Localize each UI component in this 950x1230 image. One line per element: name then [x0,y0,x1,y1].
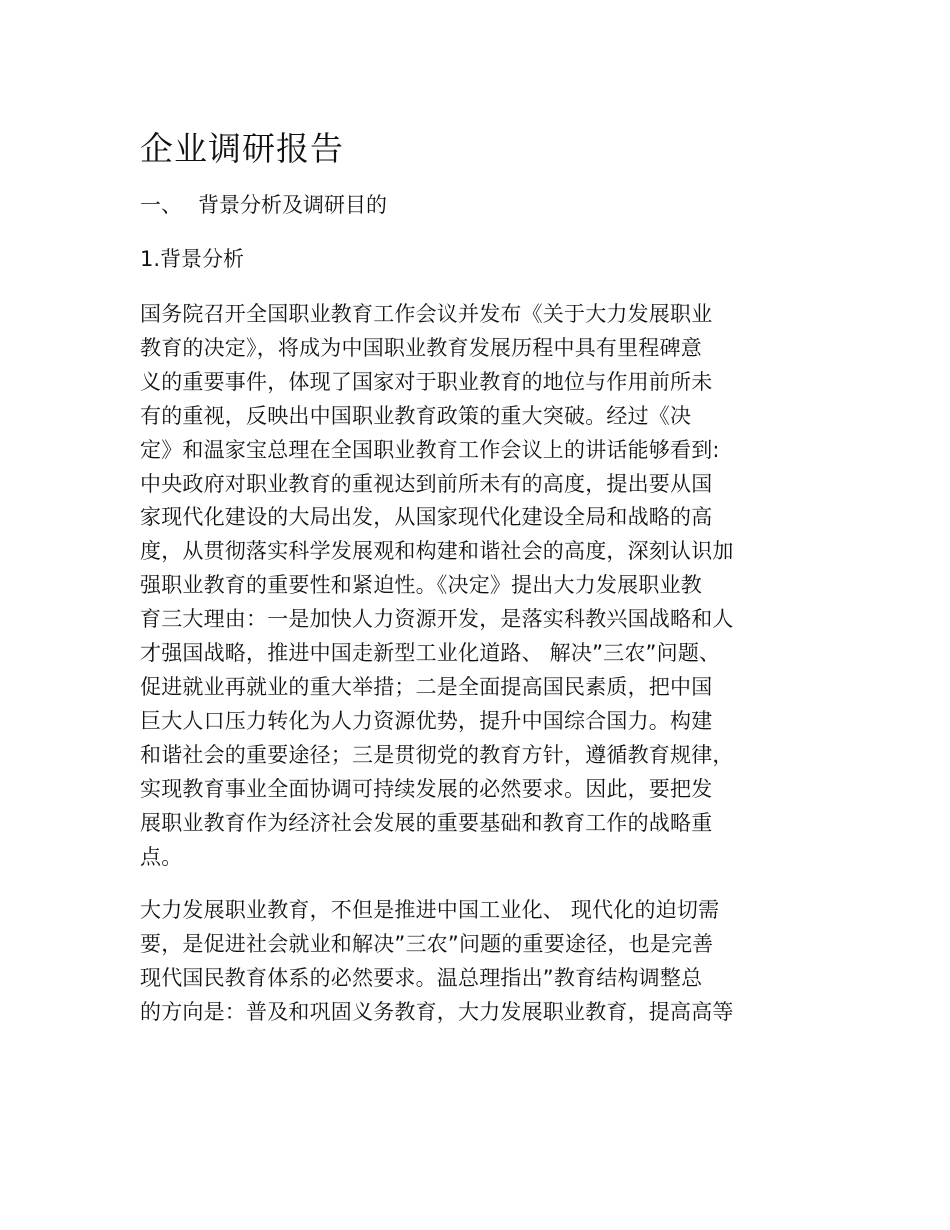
paragraph-line: 的方向是：普及和巩固义务教育，大力发展职业教育，提高高等 [140,1000,734,1025]
section-title: 背景分析及调研目的 [198,193,387,217]
paragraph-line: 强职业教育的重要性和紧迫性。《决定》提出大力发展职业教 [140,573,702,598]
paragraph-line: 有的重视，反映出中国职业教育政策的重大突破。经过《决 [140,403,692,428]
paragraph-line: 巨大人口压力转化为人力资源优势，提升中国综合国力。构建 [140,708,713,733]
paragraph-line: 义的重要事件，体现了国家对于职业教育的地位与作用前所未 [140,369,713,394]
section-heading [140,190,812,220]
paragraph-line: 育三大理由：一是加快人力资源开发，是落实科教兴国战略和人 [140,607,734,632]
paragraph-line: 现代国民教育体系的必然要求。温总理指出”教育结构调整总 [140,966,703,991]
paragraph-line: 促进就业再就业的重大举措；二是全面提高国民素质，把中国 [140,674,713,699]
paragraph-line: 国务院召开全国职业教育工作会议并发布《关于大力发展职业 [140,302,713,326]
paragraph-line: 要，是促进社会就业和解决”三农”问题的重要途径，也是完善 [140,932,714,957]
section-number: 一、 [140,193,182,217]
paragraph-line: 中央政府对职业教育的重视达到前所未有的高度，提出要从国 [140,471,713,496]
paragraph-line: 展职业教育作为经济社会发展的重要基础和教育工作的战略重 [140,810,713,835]
paragraph-line: 才强国战略，推进中国走新型工业化道路、 解决”三农”问题、 [140,641,721,666]
paragraph-line: 和谐社会的重要途径；三是贯彻党的教育方针，遵循教育规律， [140,742,734,767]
paragraph-line: 教育的决定》，将成为中国职业教育发展历程中具有里程碑意 [140,335,702,360]
paragraph-line: 度，从贯彻落实科学发展观和构建和谐社会的高度，深刻认识加 [140,539,734,564]
paragraph-vocational-education [140,894,812,1030]
paragraph-line: 点。 [140,844,183,869]
paragraph-line: 大力发展职业教育，不但是推进中国工业化、 现代化的迫切需 [140,898,720,923]
paragraph-line: 家现代化建设的大局出发，从国家现代化建设全局和战略的高 [140,505,713,530]
paragraph-background [140,298,812,874]
paragraph-line: 实现教育事业全面协调可持续发展的必然要求。因此，要把发 [140,776,713,801]
document-content [140,126,812,1050]
subsection-heading: 1.背景分析 [140,247,245,271]
paragraph-line: 定》和温家宝总理在全国职业教育工作会议上的讲话能够看到: [140,437,720,462]
document-title: 企业调研报告 [140,129,344,168]
